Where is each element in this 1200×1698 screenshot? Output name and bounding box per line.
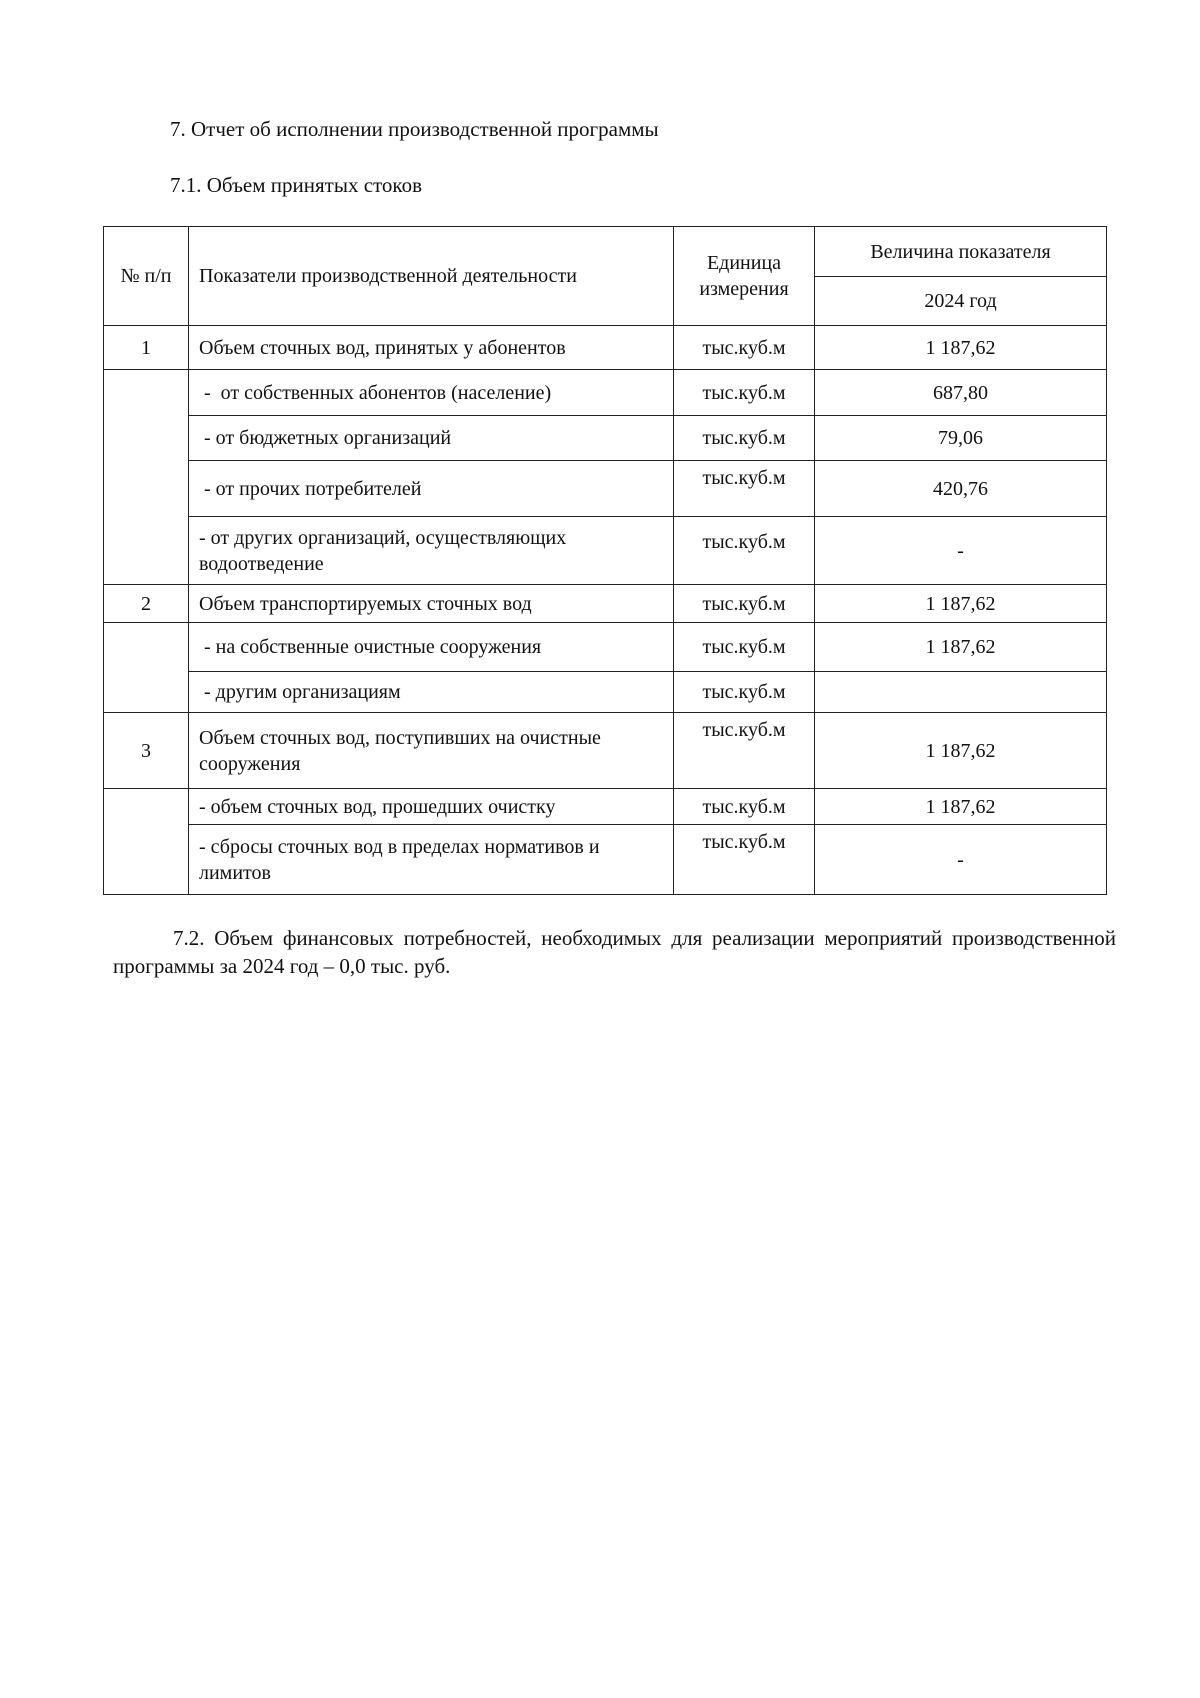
row-unit: тыс.куб.м: [674, 789, 815, 825]
table-row: [104, 789, 1107, 825]
row-unit: тыс.куб.м: [674, 416, 815, 461]
row-num: [104, 623, 189, 713]
row-indicator: - от бюджетных организаций: [189, 416, 674, 461]
row-value: 79,06: [815, 416, 1107, 461]
row-indicator: - другим организациям: [189, 672, 674, 713]
row-unit: тыс.куб.м: [674, 461, 815, 517]
table-row: [104, 370, 1107, 416]
row-value: 1 187,62: [815, 585, 1107, 623]
table-row: [104, 623, 1107, 672]
header-indicator: Показатели производственной деятельности: [189, 227, 674, 326]
row-value: -: [815, 517, 1107, 585]
row-num: [104, 370, 189, 585]
financing-paragraph: 7.2. Объем финансовых потребностей, необходимых для реализации мероприятий производственной программы за 2024 год – 0,0 тыс. руб.: [113, 926, 1116, 978]
row-num: 1: [104, 326, 189, 370]
row-indicator: - сбросы сточных вод в пределах нормативов и лимитов: [189, 825, 674, 895]
table-row: [104, 461, 1107, 517]
row-unit: тыс.куб.м: [674, 672, 815, 713]
row-indicator: - объем сточных вод, прошедших очистку: [189, 789, 674, 825]
row-indicator: - от прочих потребителей: [189, 461, 674, 517]
table-row: [104, 672, 1107, 713]
section-heading: 7. Отчет об исполнении производственной программы: [170, 117, 659, 141]
row-indicator: Объем сточных вод, принятых у абонентов: [189, 326, 674, 370]
row-unit: тыс.куб.м: [674, 585, 815, 623]
row-unit: тыс.куб.м: [674, 825, 815, 895]
row-num: 3: [104, 713, 189, 789]
row-unit: тыс.куб.м: [674, 370, 815, 416]
table-row: [104, 585, 1107, 623]
row-unit: тыс.куб.м: [674, 326, 815, 370]
row-indicator: Объем транспортируемых сточных вод: [189, 585, 674, 623]
row-num: [104, 789, 189, 895]
row-unit: тыс.куб.м: [674, 713, 815, 789]
row-value: 687,80: [815, 370, 1107, 416]
header-value: Величина показателя: [815, 227, 1107, 277]
row-value: [815, 672, 1107, 713]
header-num: № п/п: [104, 227, 189, 326]
header-year: 2024 год: [815, 277, 1107, 326]
row-value: 1 187,62: [815, 789, 1107, 825]
row-value: 420,76: [815, 461, 1107, 517]
row-value: 1 187,62: [815, 713, 1107, 789]
header-unit: Единица измерения: [674, 227, 815, 326]
table-row: [104, 825, 1107, 895]
subsection-heading: 7.1. Объем принятых стоков: [170, 173, 422, 197]
table-row: [104, 326, 1107, 370]
table-row: [104, 517, 1107, 585]
row-indicator: Объем сточных вод, поступивших на очистные сооружения: [189, 713, 674, 789]
row-indicator: - на собственные очистные сооружения: [189, 623, 674, 672]
row-num: 2: [104, 585, 189, 623]
table-row: [104, 416, 1107, 461]
row-indicator: - от других организаций, осуществляющих водоотведение: [189, 517, 674, 585]
wastewater-table: [103, 226, 1107, 895]
table-row: [104, 713, 1107, 789]
row-value: 1 187,62: [815, 623, 1107, 672]
row-value: 1 187,62: [815, 326, 1107, 370]
row-indicator: - от собственных абонентов (население): [189, 370, 674, 416]
row-unit: тыс.куб.м: [674, 623, 815, 672]
row-unit: тыс.куб.м: [674, 517, 815, 585]
row-value: -: [815, 825, 1107, 895]
